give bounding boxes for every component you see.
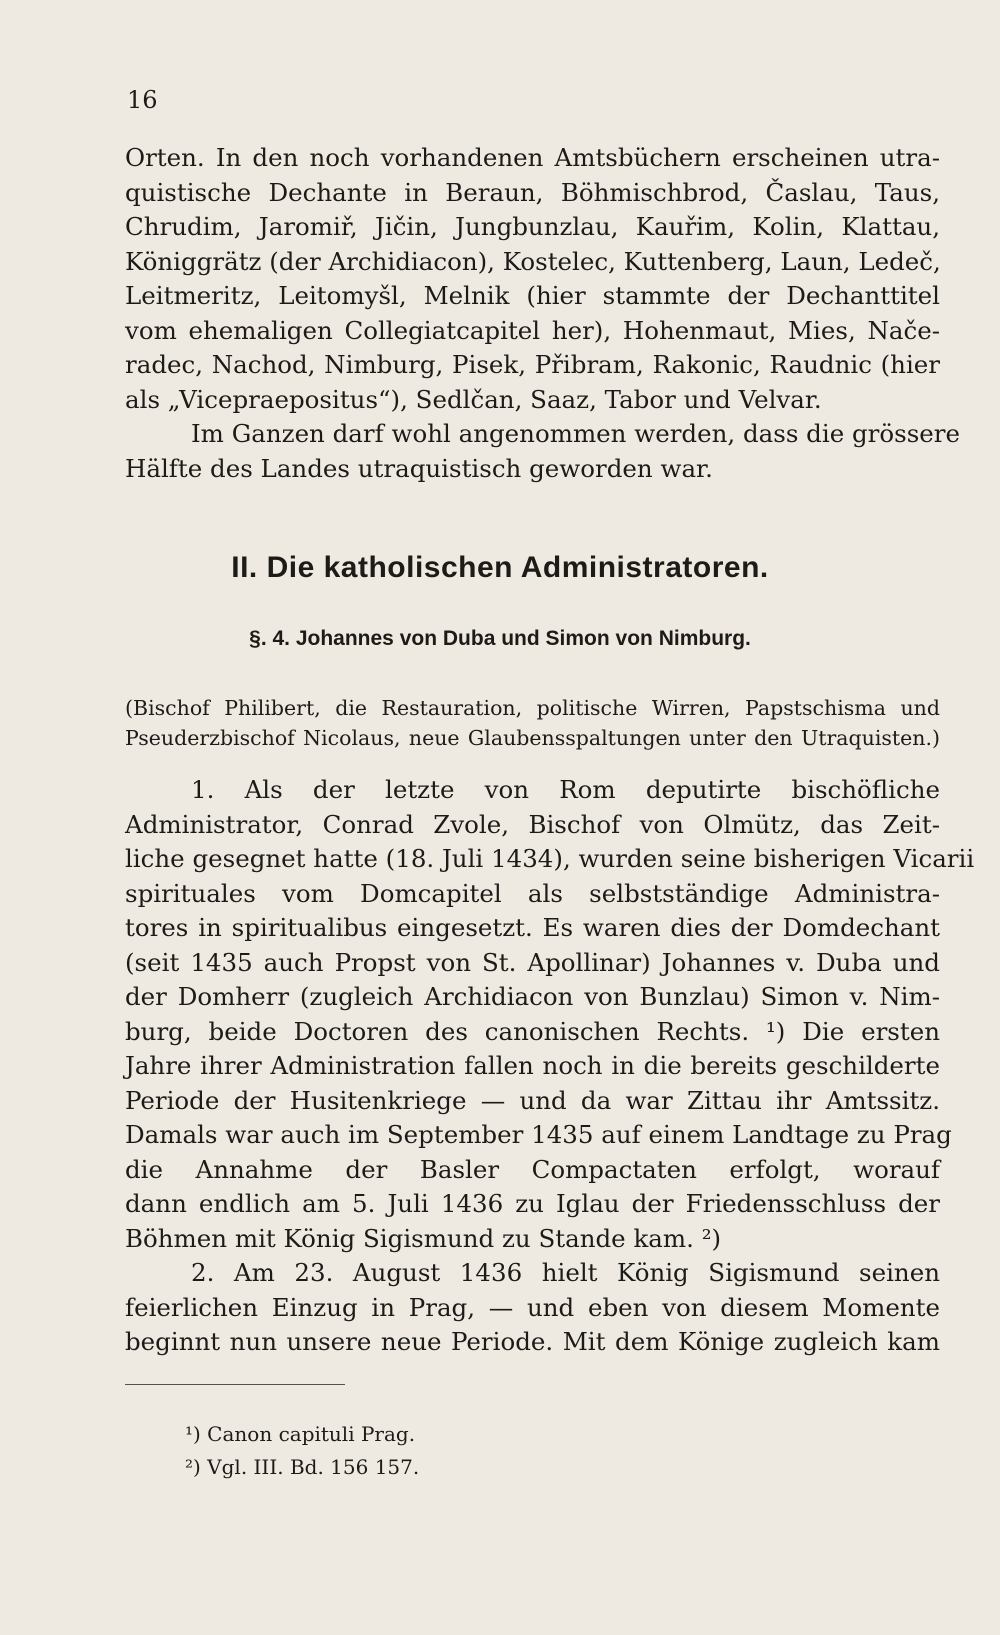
text-line: radec, Nachod, Nimburg, Pisek, Přibram, Rakonic, Raudnic (hier xyxy=(125,350,940,379)
text-line: (seit 1435 auch Propst von St. Apollinar) Johannes v. Duba und xyxy=(125,947,940,977)
intro-paragraph xyxy=(125,141,960,486)
summary-line: Pseuderzbischof Nicolaus, neue Glaubensspaltungen unter den Utraquisten.) xyxy=(125,726,940,750)
summary-line: (Bischof Philibert, die Restauration, politische Wirren, Papstschisma und xyxy=(125,696,940,720)
text-line: vom ehemaligen Collegiatcapitel her), Hohenmaut, Mies, Nače- xyxy=(125,315,940,345)
text-line: Orten. In den noch vorhandenen Amtsbüchern erscheinen utra- xyxy=(125,143,940,172)
text-line: als „Vicepraepositus“), Sedlčan, Saaz, Tabor und Velvar. xyxy=(125,384,822,414)
text-line: Königgrätz (der Archidiacon), Kostelec, Kuttenberg, Laun, Ledeč, xyxy=(125,246,941,276)
footnote-divider xyxy=(125,1384,345,1385)
text-line: dann endlich am 5. Juli 1436 zu Iglau der Friedensschluss der xyxy=(125,1189,940,1218)
text-line: quistische Dechante in Beraun, Böhmischbrod, Časlau, Taus, xyxy=(125,177,940,207)
body-paragraphs xyxy=(125,773,975,1360)
section-summary xyxy=(125,693,940,753)
text-line: 1. Als der letzte von Rom deputirte bischöfliche xyxy=(191,775,940,804)
page-number: 16 xyxy=(127,86,158,114)
text-line: der Domherr (zugleich Archidiacon von Bunzlau) Simon v. Nim- xyxy=(125,982,940,1011)
text-line: beginnt nun unsere neue Periode. Mit dem Könige zugleich kam xyxy=(125,1327,940,1356)
text-line: Böhmen mit König Sigismund zu Stande kam. ²) xyxy=(125,1223,722,1253)
text-line: 2. Am 23. August 1436 hielt König Sigismund seinen xyxy=(191,1258,940,1287)
footnotes xyxy=(185,1418,419,1484)
text-line: Damals war auch im September 1435 auf einem Landtage zu Prag xyxy=(125,1120,952,1149)
text-line: Hälfte des Landes utraquistisch geworden war. xyxy=(125,453,713,483)
text-line: die Annahme der Basler Compactaten erfolgt, worauf xyxy=(125,1154,940,1184)
text-line: Leitmeritz, Leitomyšl, Melnik (hier stammte der Dechanttitel xyxy=(125,281,940,310)
section-heading: II. Die katholischen Administratoren. xyxy=(231,551,769,584)
text-line: liche gesegnet hatte (18. Juli 1434), wurden seine bisherigen Vicarii xyxy=(125,844,975,873)
text-line: feierlichen Einzug in Prag, — und eben von diesem Momente xyxy=(125,1292,940,1322)
text-line: burg, beide Doctoren des canonischen Rechts. ¹) Die ersten xyxy=(125,1016,940,1046)
footnote: ¹) Canon capituli Prag. xyxy=(185,1422,416,1446)
text-line: spirituales vom Domcapitel als selbstständige Administra- xyxy=(125,878,940,908)
text-line: Jahre ihrer Administration fallen noch in die bereits geschilderte xyxy=(125,1051,940,1080)
subsection-heading: §. 4. Johannes von Duba und Simon von Nimburg. xyxy=(249,627,751,650)
text-line: Chrudim, Jaromiř, Jičin, Jungbunzlau, Kauřim, Kolin, Klattau, xyxy=(125,212,940,241)
text-line: Administrator, Conrad Zvole, Bischof von Olmütz, das Zeit- xyxy=(125,809,940,839)
text-line: tores in spiritualibus eingesetzt. Es waren dies der Domdechant xyxy=(125,913,940,942)
text-line: Im Ganzen darf wohl angenommen werden, dass die grössere xyxy=(191,419,960,448)
text-line: Periode der Husitenkriege — und da war Zittau ihr Amtssitz. xyxy=(125,1085,940,1115)
footnote: ²) Vgl. III. Bd. 156 157. xyxy=(185,1455,420,1479)
